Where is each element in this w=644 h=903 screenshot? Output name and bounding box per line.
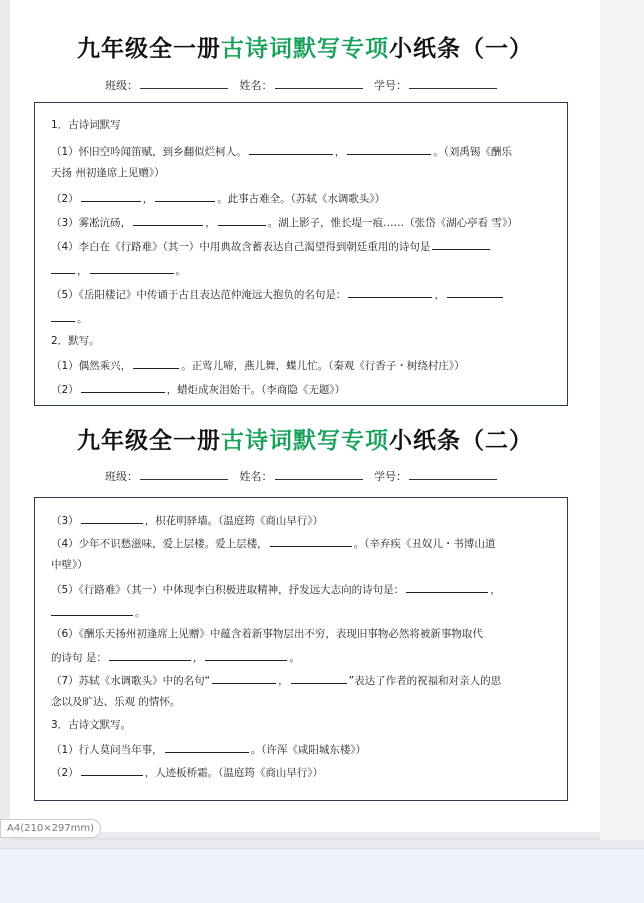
- question-line: （3） ，枳花明驿墙。（温庭筠《商山早行》）: [51, 512, 557, 528]
- section-2-student-info: [10, 468, 600, 484]
- class-label: 班级：: [105, 470, 138, 483]
- name-field[interactable]: [275, 469, 363, 480]
- question-line: （1）偶然乘兴， 。正莺儿啼，燕儿舞，蝶儿忙。（秦观《行香子・树绕村庄》）: [51, 357, 557, 373]
- question-line: （7）苏轼《水调歌头》中的名句“ ， ”表达了作者的祝福和对亲人的思: [51, 672, 557, 688]
- class-label: 班级：: [105, 79, 138, 92]
- answer-blank[interactable]: [212, 672, 276, 684]
- answer-blank[interactable]: [291, 672, 347, 684]
- answer-blank[interactable]: [81, 764, 143, 776]
- answer-blank[interactable]: [90, 262, 174, 274]
- answer-blank[interactable]: [51, 310, 75, 322]
- answer-blank[interactable]: [109, 649, 191, 661]
- question-line: （3）雾凇沆砀， ， 。湖上影子，惟长堤一痕……（张岱《湖心亭看 雪》）: [51, 214, 557, 230]
- answer-blank[interactable]: [155, 190, 215, 202]
- section-2-title: [10, 422, 600, 455]
- question-line: （5）《岳阳楼记》中传诵于古且表达范仲淹远大抱负的名句是： ，: [51, 286, 557, 302]
- answer-blank[interactable]: [432, 238, 490, 250]
- title-suffix: 小纸条（二）: [389, 427, 533, 454]
- answer-blank[interactable]: [81, 190, 141, 202]
- question-line: ， 。: [51, 262, 557, 278]
- id-field[interactable]: [409, 469, 497, 480]
- question-line: （4）少年不识愁滋味，爱上层楼。爱上层楼， 。（辛弃疾《丑奴儿・书博山道: [51, 535, 557, 551]
- question-line: 天扬 州初逢席上见赠》）: [51, 167, 165, 179]
- answer-blank[interactable]: [447, 286, 503, 298]
- question-line: 念以及旷达、乐观 的情怀。: [51, 696, 181, 708]
- question-line: 。: [51, 310, 557, 326]
- answer-blank[interactable]: [81, 512, 143, 524]
- question-line: 的诗句 是： ， 。: [51, 649, 557, 665]
- question-line: （1）行人莫问当年事， 。（许浑《咸阳城东楼》）: [51, 741, 557, 757]
- document-page: [10, 0, 600, 832]
- answer-blank[interactable]: [218, 214, 266, 226]
- answer-blank[interactable]: [205, 649, 287, 661]
- question-line: 。: [51, 604, 557, 620]
- class-field[interactable]: [140, 469, 228, 480]
- question-line: 中壁》）: [51, 559, 88, 571]
- answer-blank[interactable]: [249, 143, 333, 155]
- section-1-title: [10, 30, 600, 63]
- question-heading: 3．古诗文默写。: [51, 719, 132, 731]
- answer-blank[interactable]: [133, 357, 179, 369]
- right-scroll-strip: [600, 0, 644, 840]
- question-line: （2） ， 。此事古难全。（苏轼《水调歌头》）: [51, 190, 557, 206]
- title-suffix: 小纸条（一）: [389, 35, 533, 62]
- answer-blank[interactable]: [347, 143, 431, 155]
- question-line: （6）《酬乐天扬州初逢席上见赠》中蕴含着新事物层出不穷，表现旧事物必然将被新事物取代: [51, 628, 483, 640]
- answer-blank[interactable]: [81, 381, 165, 393]
- answer-blank[interactable]: [51, 262, 75, 274]
- page-size-tag[interactable]: A4(210×297mm): [0, 819, 101, 838]
- id-label: 学号：: [374, 470, 407, 483]
- answer-blank[interactable]: [348, 286, 432, 298]
- name-field[interactable]: [275, 78, 363, 89]
- section-2-box: [34, 497, 568, 801]
- title-highlight: 古诗词默写专项: [221, 427, 389, 454]
- answer-blank[interactable]: [133, 214, 203, 226]
- answer-blank[interactable]: [51, 604, 133, 616]
- id-label: 学号：: [374, 79, 407, 92]
- question-line: （4）李白在《行路难》（其一）中用典故含蓄表达自己渴望得到朝廷重用的诗句是: [51, 238, 557, 254]
- answer-blank[interactable]: [270, 535, 352, 547]
- question-line: （5）《行路难》（其一）中体现李白积极进取精神，抒发远大志向的诗句是： ，: [51, 581, 557, 597]
- name-label: 姓名：: [239, 470, 273, 483]
- class-field[interactable]: [140, 78, 228, 89]
- section-1-student-info: [10, 77, 600, 93]
- answer-blank[interactable]: [406, 581, 488, 593]
- question-line: （1）怀旧空吟闻笛赋，到乡翻似烂柯人。 ， 。（刘禹锡《酬乐: [51, 143, 557, 159]
- title-prefix: 九年级全一册: [77, 427, 221, 454]
- question-line: （2） ，蜡炬成灰泪始干。（李商隐《无题》）: [51, 381, 557, 397]
- question-heading: 1．古诗词默写: [51, 119, 121, 131]
- bottom-panel: [0, 848, 644, 903]
- answer-blank[interactable]: [165, 741, 249, 753]
- name-label: 姓名：: [239, 79, 273, 92]
- next-page-edge: [10, 838, 600, 840]
- title-prefix: 九年级全一册: [77, 35, 221, 62]
- question-line: （2） ，人迹板桥霜。（温庭筠《商山早行》）: [51, 764, 557, 780]
- question-heading: 2．默写。: [51, 335, 100, 347]
- id-field[interactable]: [409, 78, 497, 89]
- title-highlight: 古诗词默写专项: [221, 35, 389, 62]
- section-1-box: [34, 102, 568, 406]
